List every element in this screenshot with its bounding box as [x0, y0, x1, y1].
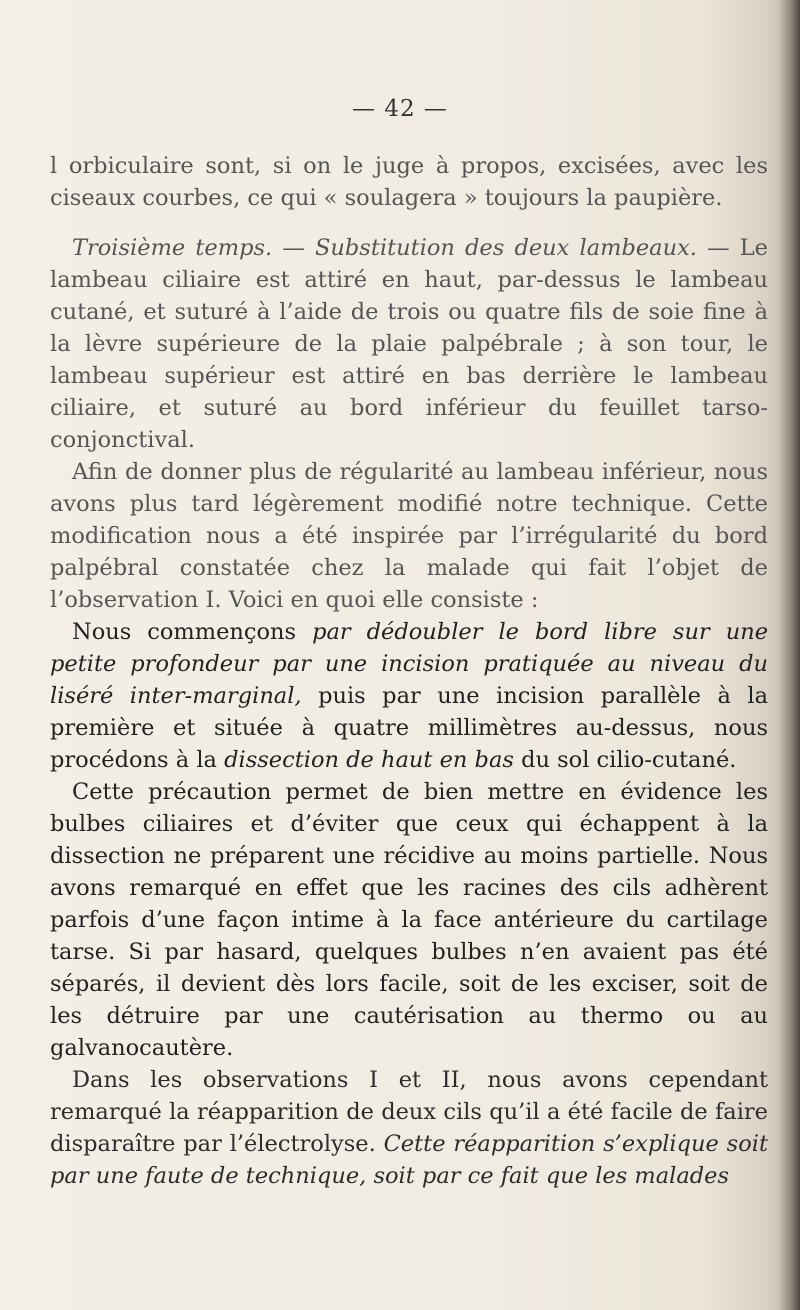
p2-segment-1: — Le lambeau ciliaire est attiré en haut, par-dessus le lambeau cutané, et suturé à l’aide de trois ou quatre fils de soie fine à la lèvre supérieure de la plaie palpébrale ; à son tour, le lambeau supérieur est attiré en bas derrière le lambeau ciliaire, et suturé au bord inférieur du feuillet tarso-conjonctival. — [50, 235, 768, 453]
p4-segment-1: par dédoubler le bord libre sur une petite profondeur par une incision pratiquée au niveau du liséré inter-marginal, — [50, 619, 769, 709]
paragraph-p5 — [50, 776, 768, 1064]
page-edge-shadow — [778, 0, 800, 1310]
p3-segment-0: Afin de donner plus de régularité au lambeau inférieur, nous avons plus tard légèrement modifié notre technique. Cette modification nous a été inspirée par l’irrégularité du bord palpébral constatée chez la malade qui fait l’objet de l’observation I. Voici en quoi elle consiste : — [50, 459, 768, 613]
paragraph-p6 — [50, 1064, 768, 1192]
p6-segment-1: Cette réapparition s’explique soit par une faute de technique, soit par ce fait que les malades — [50, 1131, 768, 1189]
p2-segment-0: Troisième temps. — Substitution des deux lambeaux. — [72, 235, 697, 261]
body-text — [50, 150, 768, 1192]
paragraph-p2 — [50, 232, 768, 456]
page-number: — 42 — — [352, 96, 448, 122]
paragraph-p1 — [50, 150, 768, 214]
paragraph-p4 — [50, 616, 768, 776]
paragraph-p3 — [50, 456, 768, 616]
p1-segment-0: l orbiculaire sont, si on le juge à propos, excisées, avec les ciseaux courbes, ce qui « soulagera » toujours la paupière. — [50, 153, 768, 211]
p5-segment-0: Cette précaution permet de bien mettre en évidence les bulbes ciliaires et d’éviter que ceux qui échappent à la dissection ne préparent une récidive au moins partielle. Nous avons remarqué en effet que les racines des cils adhèrent parfois d’une façon intime à la face antérieure du cartilage tarse. Si par hasard, quelques bulbes n’en avaient pas été séparés, il devient dès lors facile, soit de les exciser, soit de les détruire par une cautérisation au thermo ou au galvanocautère. — [50, 779, 768, 1061]
p4-segment-4: du sol cilio-cutané. — [513, 747, 737, 773]
p4-segment-3: dissection de haut en bas — [224, 747, 514, 773]
p6-segment-0: Dans les observations I et II, nous avons cependant remarqué la réapparition de deux cils qu’il a été facile de faire disparaître par l’électrolyse. — [50, 1067, 768, 1157]
p4-segment-2: puis par une incision parallèle à la première et située à quatre millimètres au-dessus, nous procédons à la — [50, 683, 768, 773]
p4-segment-0: Nous commençons — [72, 619, 313, 645]
